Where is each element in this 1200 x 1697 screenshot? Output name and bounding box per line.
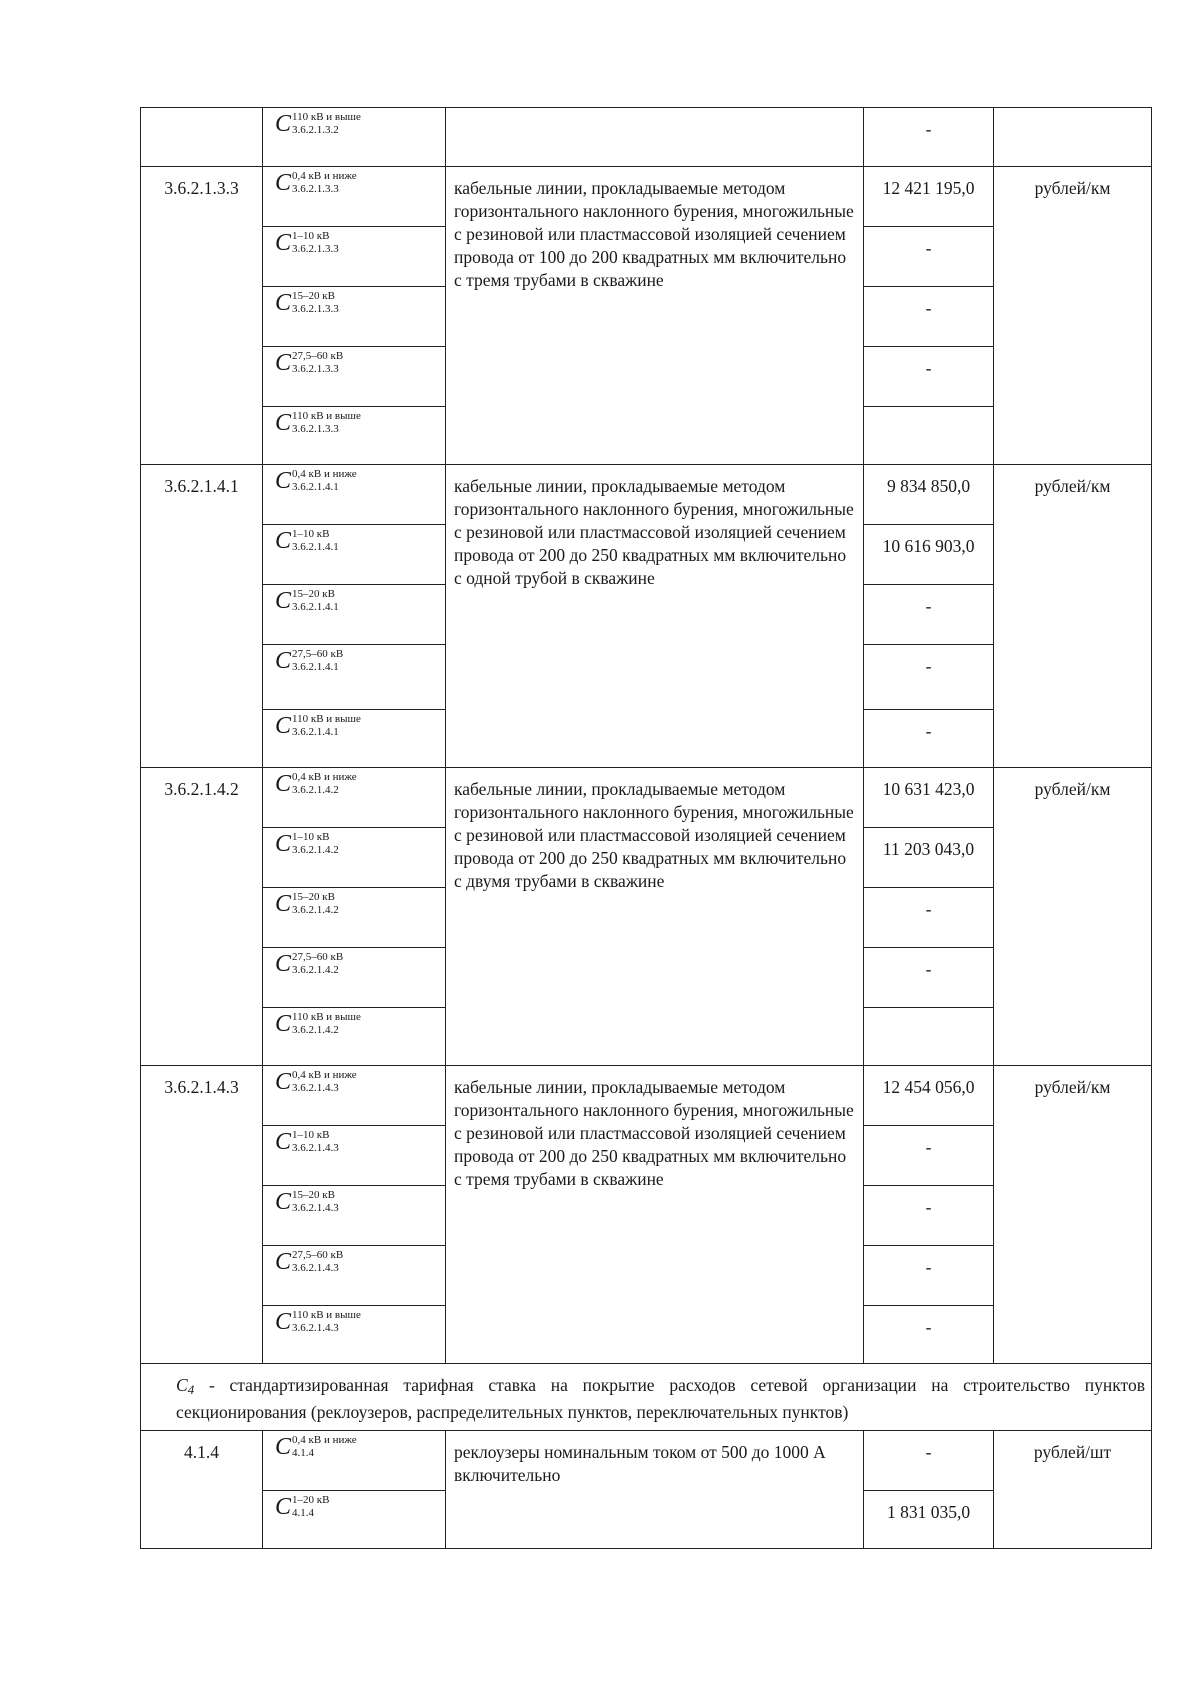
- value-cell: -: [864, 585, 994, 645]
- tariff-symbol: C 15–20 кВ 3.6.2.1.4.1: [275, 588, 339, 614]
- symbol-cell: [263, 287, 446, 347]
- symbol-cell: [263, 1186, 446, 1246]
- code-cell: 3.6.2.1.3.3: [141, 167, 263, 465]
- symbol-cell: [263, 407, 446, 465]
- symbol-superscript: 15–20 кВ: [292, 1189, 335, 1201]
- symbol-superscript: 0,4 кВ и ниже: [292, 170, 357, 182]
- symbol-subscript: 3.6.2.1.4.2: [292, 1024, 339, 1036]
- description-cell: кабельные линии, прокладываемые методом горизонтального наклонного бурения, многожильные с резиновой или пластмассовой изоляцией сечением провода от 100 до 200 квадратных мм включительно с тремя трубами в скважине: [446, 167, 864, 465]
- tariff-symbol: C 27,5–60 кВ 3.6.2.1.4.3: [275, 1249, 344, 1275]
- symbol-subscript: 3.6.2.1.4.2: [292, 844, 339, 856]
- value-cell: 10 631 423,0: [864, 768, 994, 828]
- symbol-subscript: 3.6.2.1.3.2: [292, 124, 339, 136]
- symbol-subscript: 3.6.2.1.3.3: [292, 243, 339, 255]
- tariff-symbol: C 0,4 кВ и ниже 3.6.2.1.4.1: [275, 468, 357, 494]
- symbol-subscript: 3.6.2.1.4.2: [292, 904, 339, 916]
- symbol-cell: [263, 888, 446, 948]
- symbol-superscript: 110 кВ и выше: [292, 713, 361, 725]
- tariff-symbol: C 110 кВ и выше 3.6.2.1.4.2: [275, 1011, 361, 1037]
- tariff-symbol: C 0,4 кВ и ниже 3.6.2.1.3.3: [275, 170, 357, 196]
- symbol-subscript: 3.6.2.1.4.3: [292, 1262, 339, 1274]
- description-cell: реклоузеры номинальным током от 500 до 1000 А включительно: [446, 1431, 864, 1549]
- symbol-cell: [263, 768, 446, 828]
- symbol-superscript: 15–20 кВ: [292, 588, 335, 600]
- description-cell: кабельные линии, прокладываемые методом горизонтального наклонного бурения, многожильные с резиновой или пластмассовой изоляцией сечением провода от 200 до 250 квадратных мм включительно с одной трубой в скважине: [446, 465, 864, 768]
- unit-cell: рублей/км: [994, 1066, 1152, 1364]
- section-row: [141, 1364, 1152, 1431]
- symbol-superscript: 27,5–60 кВ: [292, 350, 344, 362]
- symbol-cell: [263, 465, 446, 525]
- value-cell: 12 454 056,0: [864, 1066, 994, 1126]
- value-cell: 9 834 850,0: [864, 465, 994, 525]
- tariff-symbol: C 110 кВ и выше 3.6.2.1.3.3: [275, 410, 361, 436]
- symbol-cell: [263, 525, 446, 585]
- tariff-symbol: C 1–10 кВ 3.6.2.1.3.3: [275, 230, 339, 256]
- value-cell: -: [864, 347, 994, 407]
- symbol-superscript: 15–20 кВ: [292, 290, 335, 302]
- value-cell: -: [864, 888, 994, 948]
- value-cell: -: [864, 287, 994, 347]
- value-cell: -: [864, 108, 994, 167]
- symbol-superscript: 1–10 кВ: [292, 528, 330, 540]
- symbol-subscript: 3.6.2.1.4.2: [292, 964, 339, 976]
- tariff-symbol: C 110 кВ и выше 3.6.2.1.4.1: [275, 713, 361, 739]
- symbol-subscript: 3.6.2.1.4.1: [292, 541, 339, 553]
- table-row: [141, 108, 1152, 167]
- tariff-symbol: C 27,5–60 кВ 3.6.2.1.4.1: [275, 648, 344, 674]
- symbol-subscript: 3.6.2.1.3.3: [292, 423, 339, 435]
- value-cell: -: [864, 1126, 994, 1186]
- value-cell: -: [864, 1246, 994, 1306]
- symbol-subscript: 3.6.2.1.4.3: [292, 1082, 339, 1094]
- unit-cell: рублей/км: [994, 167, 1152, 465]
- unit-cell: рублей/км: [994, 465, 1152, 768]
- symbol-cell: [263, 227, 446, 287]
- value-cell: -: [864, 1306, 994, 1364]
- section-symbol-subscript: 4: [187, 1382, 195, 1397]
- symbol-superscript: 1–20 кВ: [292, 1494, 330, 1506]
- symbol-cell: [263, 710, 446, 768]
- symbol-cell: [263, 828, 446, 888]
- symbol-cell: [263, 1066, 446, 1126]
- description-cell: [446, 108, 864, 167]
- tariff-table-body: [141, 108, 1152, 1549]
- symbol-cell: [263, 347, 446, 407]
- symbol-cell: [263, 1431, 446, 1491]
- value-cell: 12 421 195,0: [864, 167, 994, 227]
- symbol-subscript: 3.6.2.1.4.1: [292, 601, 339, 613]
- value-cell: 1 831 035,0: [864, 1491, 994, 1549]
- tariff-symbol: C 0,4 кВ и ниже 4.1.4: [275, 1434, 357, 1460]
- tariff-symbol: C 15–20 кВ 3.6.2.1.3.3: [275, 290, 339, 316]
- symbol-subscript: 3.6.2.1.4.3: [292, 1202, 339, 1214]
- symbol-subscript: 4.1.4: [292, 1507, 315, 1519]
- tariff-symbol: C 0,4 кВ и ниже 3.6.2.1.4.2: [275, 771, 357, 797]
- symbol-superscript: 1–10 кВ: [292, 831, 330, 843]
- symbol-cell: [263, 585, 446, 645]
- symbol-superscript: 0,4 кВ и ниже: [292, 468, 357, 480]
- tariff-symbol: C 1–20 кВ 4.1.4: [275, 1494, 330, 1520]
- section-symbol: C: [176, 1375, 188, 1395]
- symbol-superscript: 0,4 кВ и ниже: [292, 1434, 357, 1446]
- code-cell: 4.1.4: [141, 1431, 263, 1549]
- code-cell: 3.6.2.1.4.2: [141, 768, 263, 1066]
- section-header: [141, 1364, 1152, 1431]
- value-cell: -: [864, 710, 994, 768]
- symbol-subscript: 3.6.2.1.4.3: [292, 1142, 339, 1154]
- tariff-symbol: C 15–20 кВ 3.6.2.1.4.2: [275, 891, 339, 917]
- tariff-table: [140, 107, 1152, 1549]
- table-row: [141, 1066, 1152, 1126]
- tariff-symbol: C 27,5–60 кВ 3.6.2.1.3.3: [275, 350, 344, 376]
- table-row: [141, 768, 1152, 828]
- symbol-cell: [263, 948, 446, 1008]
- symbol-subscript: 3.6.2.1.3.3: [292, 363, 339, 375]
- symbol-subscript: 3.6.2.1.4.1: [292, 481, 339, 493]
- symbol-subscript: 3.6.2.1.4.1: [292, 726, 339, 738]
- symbol-cell: [263, 108, 446, 167]
- tariff-symbol: C 1–10 кВ 3.6.2.1.4.1: [275, 528, 339, 554]
- code-cell: [141, 108, 263, 167]
- value-cell: 10 616 903,0: [864, 525, 994, 585]
- tariff-symbol: C 110 кВ и выше 3.6.2.1.3.2: [275, 111, 361, 137]
- value-cell: -: [864, 227, 994, 287]
- symbol-superscript: 0,4 кВ и ниже: [292, 1069, 357, 1081]
- symbol-cell: [263, 1306, 446, 1364]
- symbol-subscript: 3.6.2.1.4.3: [292, 1322, 339, 1334]
- tariff-symbol: C 1–10 кВ 3.6.2.1.4.2: [275, 831, 339, 857]
- code-cell: 3.6.2.1.4.3: [141, 1066, 263, 1364]
- symbol-superscript: 1–10 кВ: [292, 1129, 330, 1141]
- symbol-superscript: 110 кВ и выше: [292, 111, 361, 123]
- tariff-symbol: C 27,5–60 кВ 3.6.2.1.4.2: [275, 951, 344, 977]
- symbol-cell: [263, 1126, 446, 1186]
- symbol-cell: [263, 1246, 446, 1306]
- symbol-superscript: 110 кВ и выше: [292, 1309, 361, 1321]
- symbol-superscript: 15–20 кВ: [292, 891, 335, 903]
- table-row: [141, 1431, 1152, 1491]
- section-text: - стандартизированная тарифная ставка на покрытие расходов сетевой организации на строительство пунктов секционирования (реклоузеров, распределительных пунктов, переключательных пунктов): [176, 1375, 1145, 1422]
- tariff-symbol: C 15–20 кВ 3.6.2.1.4.3: [275, 1189, 339, 1215]
- symbol-subscript: 3.6.2.1.3.3: [292, 303, 339, 315]
- table-row: [141, 167, 1152, 227]
- symbol-superscript: 27,5–60 кВ: [292, 648, 344, 660]
- value-cell: -: [864, 645, 994, 710]
- symbol-superscript: 1–10 кВ: [292, 230, 330, 242]
- symbol-subscript: 4.1.4: [292, 1447, 315, 1459]
- code-cell: 3.6.2.1.4.1: [141, 465, 263, 768]
- symbol-subscript: 3.6.2.1.4.2: [292, 784, 339, 796]
- tariff-symbol: C 0,4 кВ и ниже 3.6.2.1.4.3: [275, 1069, 357, 1095]
- symbol-superscript: 0,4 кВ и ниже: [292, 771, 357, 783]
- unit-cell: [994, 108, 1152, 167]
- tariff-symbol: C 1–10 кВ 3.6.2.1.4.3: [275, 1129, 339, 1155]
- table-row: [141, 465, 1152, 525]
- symbol-cell: [263, 167, 446, 227]
- symbol-cell: [263, 645, 446, 710]
- symbol-cell: [263, 1008, 446, 1066]
- symbol-superscript: 110 кВ и выше: [292, 1011, 361, 1023]
- value-cell: -: [864, 1186, 994, 1246]
- symbol-superscript: 27,5–60 кВ: [292, 1249, 344, 1261]
- value-cell: [864, 407, 994, 465]
- tariff-symbol: C 110 кВ и выше 3.6.2.1.4.3: [275, 1309, 361, 1335]
- symbol-subscript: 3.6.2.1.4.1: [292, 661, 339, 673]
- value-cell: -: [864, 1431, 994, 1491]
- unit-cell: рублей/шт: [994, 1431, 1152, 1549]
- symbol-superscript: 27,5–60 кВ: [292, 951, 344, 963]
- description-cell: кабельные линии, прокладываемые методом горизонтального наклонного бурения, многожильные с резиновой или пластмассовой изоляцией сечением провода от 200 до 250 квадратных мм включительно с двумя трубами в скважине: [446, 768, 864, 1066]
- value-cell: [864, 1008, 994, 1066]
- unit-cell: рублей/км: [994, 768, 1152, 1066]
- symbol-subscript: 3.6.2.1.3.3: [292, 183, 339, 195]
- value-cell: 11 203 043,0: [864, 828, 994, 888]
- symbol-cell: [263, 1491, 446, 1549]
- description-cell: кабельные линии, прокладываемые методом горизонтального наклонного бурения, многожильные с резиновой или пластмассовой изоляцией сечением провода от 200 до 250 квадратных мм включительно с тремя трубами в скважине: [446, 1066, 864, 1364]
- value-cell: -: [864, 948, 994, 1008]
- symbol-superscript: 110 кВ и выше: [292, 410, 361, 422]
